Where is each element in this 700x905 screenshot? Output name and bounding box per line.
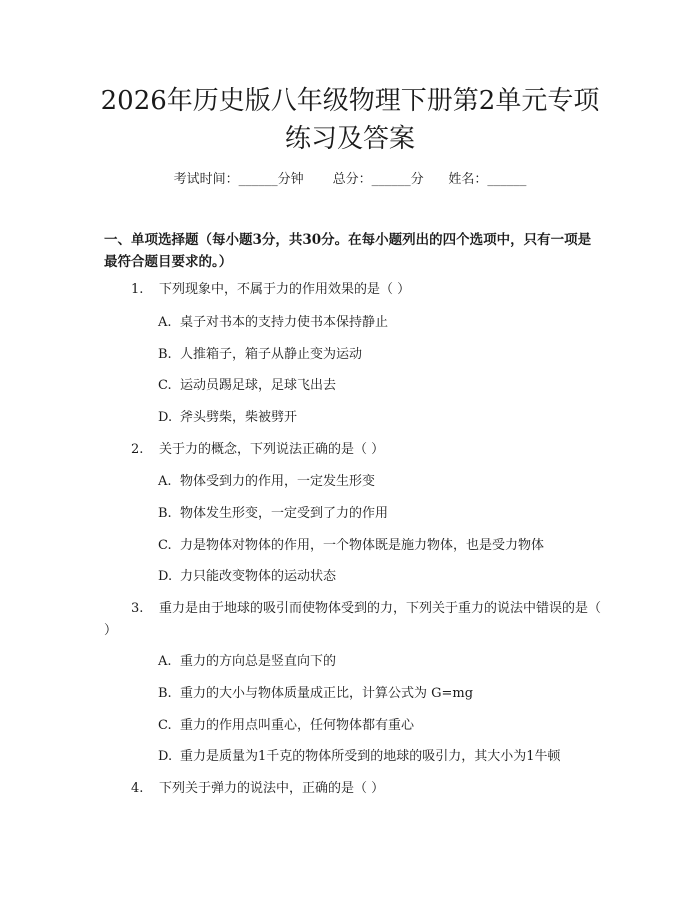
question-2 [104, 439, 604, 461]
option-text: 物体发生形变，一定受到了力的作用 [180, 506, 389, 521]
option-letter: A. [158, 654, 172, 669]
option-text: 斧头劈柴，柴被劈开 [180, 410, 298, 425]
option-text: 力只能改变物体的运动状态 [180, 569, 337, 584]
option-letter: B. [158, 686, 172, 701]
option-letter: D. [158, 410, 173, 425]
question-number: 3. [131, 601, 144, 616]
option-text: 重力的方向总是竖直向下的 [180, 654, 337, 669]
option-letter: B. [158, 347, 172, 362]
question-2-option-c [158, 536, 618, 556]
question-number: 2. [131, 442, 144, 457]
student-name-label: 姓名： [448, 172, 488, 187]
option-text: 重力是质量为1千克的物体所受到的地球的吸引力，其大小为1牛顿 [180, 749, 561, 764]
option-letter: C. [158, 378, 172, 393]
question-1-option-a [158, 313, 618, 333]
question-number: 4. [131, 781, 144, 796]
question-1-option-d [158, 408, 618, 428]
question-text: 下列关于弹力的说法中，正确的是（ ） [159, 781, 385, 796]
question-3-option-b [158, 684, 618, 704]
section-heading-single-choice: 一、单项选择题（每小题3分，共30分。在每小题列出的四个选项中，只有一项是最符合题目要求的。） [104, 232, 592, 270]
option-letter: D. [158, 569, 173, 584]
option-text: 运动员踢足球，足球飞出去 [180, 378, 337, 393]
option-letter: D. [158, 749, 173, 764]
question-text: 关于力的概念，下列说法正确的是（ ） [159, 442, 385, 457]
question-3-option-c [158, 716, 618, 736]
option-text: 人推箱子，箱子从静止变为运动 [180, 347, 363, 362]
total-score-blank: ______ [371, 172, 411, 187]
total-score-unit: 分 [410, 172, 424, 187]
total-score-label: 总分： [332, 172, 372, 187]
exam-meta-line [0, 168, 700, 187]
question-3-option-d [158, 747, 618, 767]
question-text: 重力是由于地球的吸引而使物体受到的力，下列关于重力的说法中错误的是（ ） [104, 601, 602, 638]
option-text: 力是物体对物体的作用，一个物体既是施力物体，也是受力物体 [180, 538, 545, 553]
question-2-option-b [158, 504, 618, 524]
question-3-option-a [158, 652, 618, 672]
question-text: 下列现象中，不属于力的作用效果的是（ ） [159, 282, 411, 297]
option-text: 物体受到力的作用，一定发生形变 [180, 474, 376, 489]
title-line-2: 练习及答案 [284, 124, 415, 154]
exam-time-unit: 分钟 [277, 172, 304, 187]
question-2-option-a [158, 472, 618, 492]
title-line-1: 2026年历史版八年级物理下册第2单元专项 [100, 86, 600, 116]
question-3 [104, 598, 604, 642]
option-letter: A. [158, 474, 172, 489]
question-1-option-c [158, 376, 618, 396]
document-title [60, 82, 640, 158]
exam-time-blank: ______ [238, 172, 278, 187]
option-letter: A. [158, 315, 172, 330]
option-letter: C. [158, 718, 172, 733]
question-1-option-b [158, 345, 618, 365]
option-text: 重力的作用点叫重心，任何物体都有重心 [180, 718, 415, 733]
question-4 [104, 778, 604, 800]
question-1 [104, 279, 604, 301]
option-letter: B. [158, 506, 172, 521]
option-letter: C. [158, 538, 172, 553]
option-text: 重力的大小与物体质量成正比，计算公式为 G=mg [180, 686, 474, 701]
student-name-blank: ______ [487, 172, 527, 187]
exam-time-label: 考试时间： [173, 172, 239, 187]
question-2-option-d [158, 567, 618, 587]
option-text: 桌子对书本的支持力使书本保持静止 [180, 315, 389, 330]
question-number: 1. [131, 282, 144, 297]
